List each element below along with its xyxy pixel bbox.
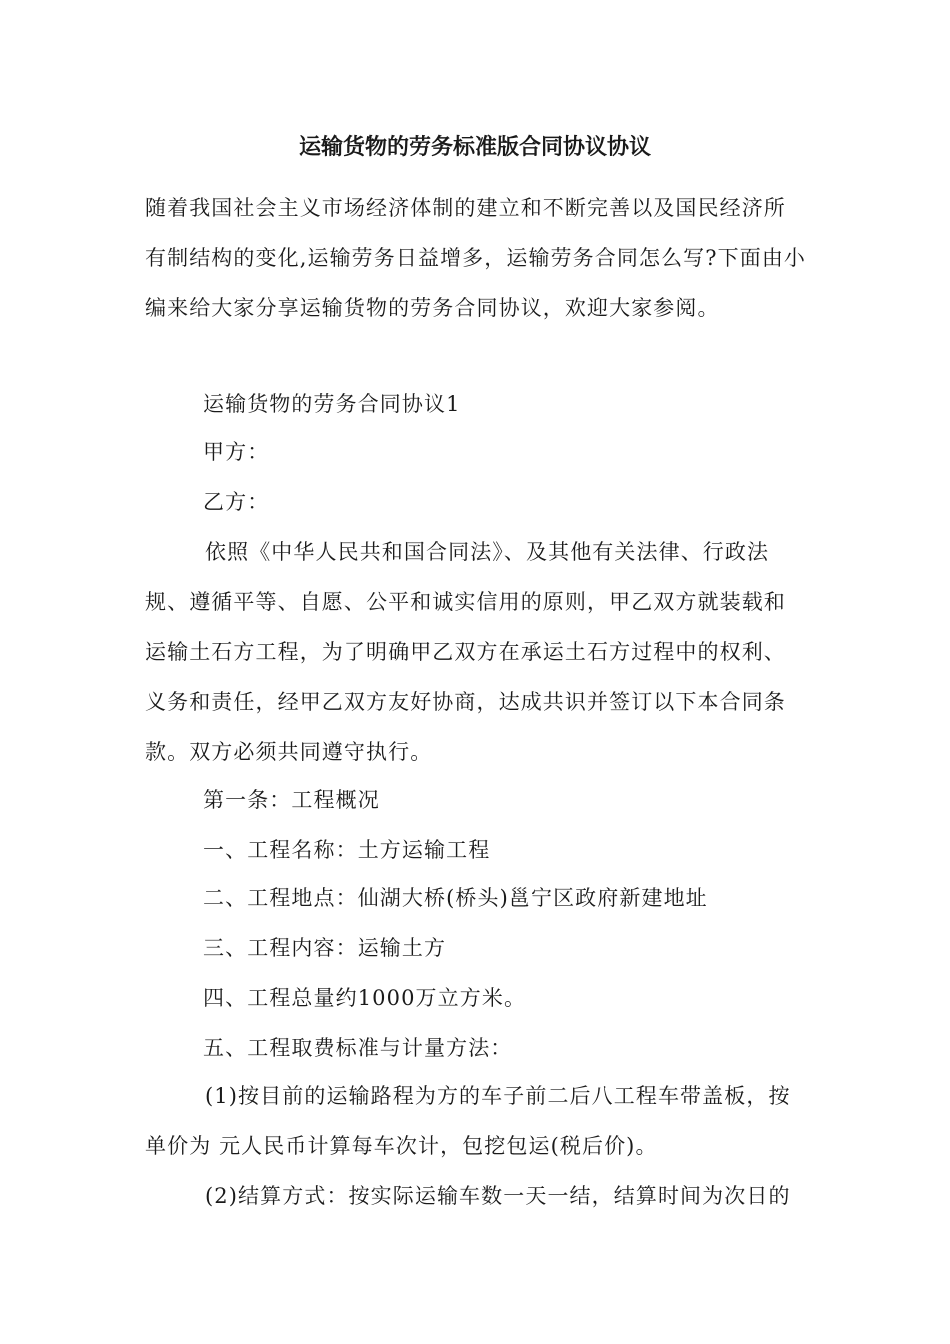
preamble-paragraph: 依照《中华人民共和国合同法》、及其他有关法律、行政法规、遵循平等、自愿、公平和诚实信用的原则，甲乙双方就装载和运输土石方工程，为了明确甲乙双方在承运土石方过程中的权利、义务和责任，经甲乙双方友好协商，达成共识并签订以下本合同条款。双方必须共同遵守执行。 (145, 540, 786, 764)
item-2: 二、工程地点：仙湖大桥(桥头)邕宁区政府新建地址 (203, 886, 708, 910)
party-a-label: 甲方： (203, 440, 270, 464)
party-b-label: 乙方： (203, 490, 270, 514)
clause-1: (1)按目前的运输路程为方的车子前二后八工程车带盖板，按单价为 元人民币计算每车次计，包挖包运(税后价)。 (145, 1084, 791, 1158)
section-heading: 运输货物的劳务合同协议1 (203, 392, 461, 416)
document-title: 运输货物的劳务标准版合同协议协议 (298, 135, 651, 160)
item-3: 三、工程内容：运输土方 (203, 936, 447, 960)
item-4: 四、工程总量约1000万立方米。 (203, 986, 527, 1010)
item-1: 一、工程名称：土方运输工程 (203, 838, 491, 862)
clause-2: (2)结算方式：按实际运输车数一天一结，结算时间为次日的 (205, 1184, 791, 1208)
article-1-heading: 第一条：工程概况 (203, 788, 380, 812)
intro-paragraph: 随着我国社会主义市场经济体制的建立和不断完善以及国民经济所有制结构的变化,运输劳务日益增多，运输劳务合同怎么写?下面由小编来给大家分享运输货物的劳务合同协议，欢迎大家参阅。 (145, 196, 807, 320)
item-5: 五、工程取费标准与计量方法： (203, 1036, 513, 1060)
